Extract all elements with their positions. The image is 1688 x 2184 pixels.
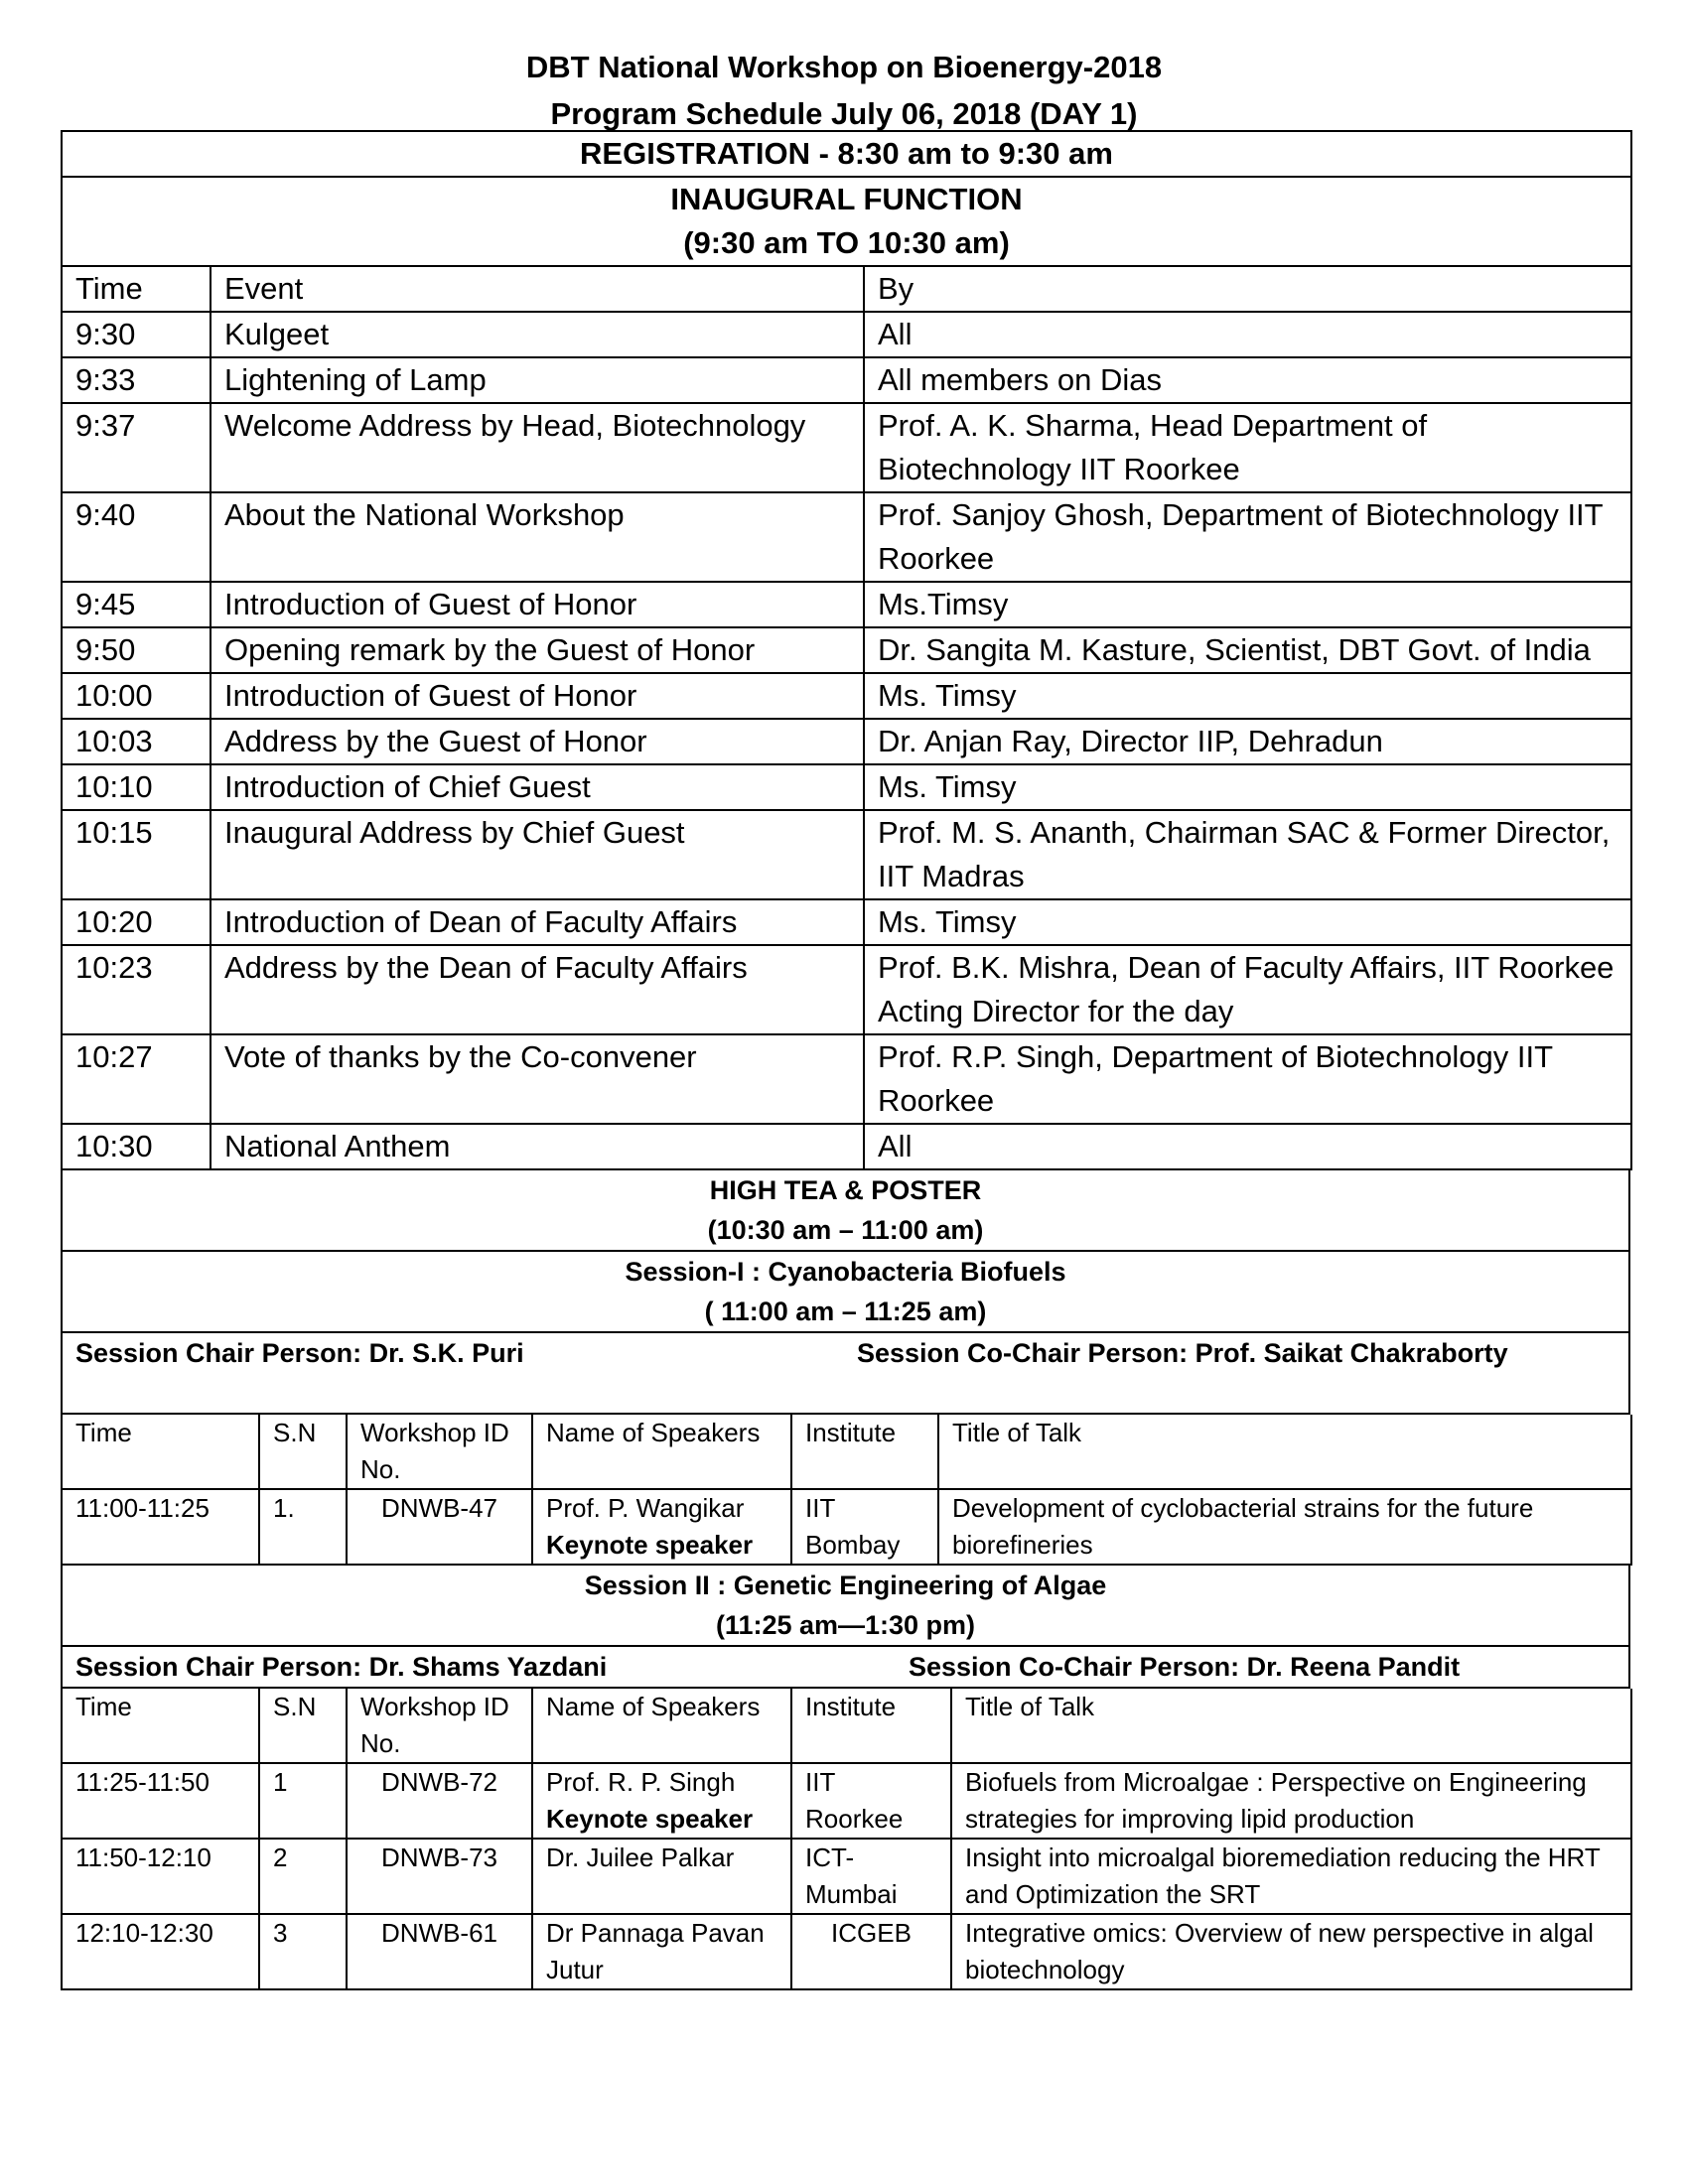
event-cell: Introduction of Chief Guest — [211, 764, 864, 810]
speaker-name: Prof. R. P. Singh — [546, 1767, 736, 1797]
column-header: Institute — [791, 1689, 951, 1763]
speaker-role: Keynote speaker — [546, 1804, 754, 1834]
inaugural-table — [61, 130, 1632, 1170]
speaker-name: Prof. P. Wangikar — [546, 1493, 745, 1523]
by-line: Dr. Sangita M. Kasture, Scientist, DBT Govt. of India — [878, 632, 1591, 667]
table-row — [62, 764, 1631, 810]
high-tea-time: (10:30 am – 11:00 am) — [707, 1215, 984, 1245]
by-cell — [864, 1034, 1631, 1124]
by-line: All — [878, 317, 913, 351]
time-cell: 10:15 — [62, 810, 211, 899]
table-row — [62, 492, 1631, 582]
time-cell: 9:45 — [62, 582, 211, 627]
sn-cell: 1 — [259, 1763, 347, 1839]
time-cell: 11:00-11:25 — [62, 1489, 259, 1565]
time-cell: 9:40 — [62, 492, 211, 582]
session2-time: (11:25 am—1:30 pm) — [715, 1610, 976, 1640]
by-cell — [864, 719, 1631, 764]
speaker-name: Dr. Juilee Palkar — [546, 1843, 735, 1872]
inaugural-time: (9:30 am TO 10:30 am) — [683, 225, 1010, 260]
by-cell — [864, 403, 1631, 492]
column-header: Time — [62, 266, 211, 312]
talk-title-cell: Biofuels from Microalgae : Perspective on Engineering strategies for improving lipid production — [951, 1763, 1631, 1839]
session1-chairs — [62, 1332, 1629, 1414]
high-tea-title: HIGH TEA & POSTER — [709, 1175, 982, 1205]
table-row — [62, 1034, 1631, 1124]
session2-header-row — [62, 1689, 1631, 1763]
event-cell: Welcome Address by Head, Biotechnology — [211, 403, 864, 492]
time-cell: 11:50-12:10 — [62, 1839, 259, 1914]
session1-title: Session-I : Cyanobacteria Biofuels — [625, 1257, 1066, 1287]
column-header: Time — [62, 1415, 259, 1489]
inaugural-title: INAUGURAL FUNCTION — [670, 182, 1023, 216]
table-row — [62, 1124, 1631, 1169]
table-row — [62, 1914, 1631, 1989]
by-line: Ms. Timsy — [878, 769, 1017, 804]
session2-table — [61, 1689, 1632, 1990]
session1-header-row — [62, 1415, 1631, 1489]
table-row — [62, 312, 1631, 357]
table-row — [62, 1489, 1631, 1565]
table-row — [62, 627, 1631, 673]
high-tea-banner — [62, 1170, 1629, 1251]
inaugural-banner — [62, 177, 1631, 266]
column-header: Workshop ID No. — [347, 1689, 532, 1763]
session2-banner — [62, 1566, 1629, 1646]
by-line: Dr. Anjan Ray, Director IIP, Dehradun — [878, 724, 1383, 758]
time-cell: 9:50 — [62, 627, 211, 673]
document-subtitle: Program Schedule July 06, 2018 (DAY 1) — [550, 96, 1138, 131]
event-cell: Inaugural Address by Chief Guest — [211, 810, 864, 899]
session1-table — [61, 1415, 1632, 1566]
table-row — [62, 403, 1631, 492]
by-cell — [864, 1124, 1631, 1169]
inaugural-header-row — [62, 266, 1631, 312]
by-line: All members on Dias — [878, 362, 1162, 397]
institute-cell: ICGEB — [791, 1914, 951, 1989]
session2-cochair: Session Co-Chair Person: Dr. Reena Pandit — [909, 1652, 1461, 1682]
sn-cell: 1. — [259, 1489, 347, 1565]
table-row — [62, 1839, 1631, 1914]
institute-cell: IIT Bombay — [791, 1489, 938, 1565]
speaker-cell — [532, 1763, 791, 1839]
event-cell: Kulgeet — [211, 312, 864, 357]
column-header: Event — [211, 266, 864, 312]
column-header: Name of Speakers — [532, 1689, 791, 1763]
event-cell: About the National Workshop — [211, 492, 864, 582]
session1-cochair: Session Co-Chair Person: Prof. Saikat Chakraborty — [857, 1338, 1508, 1368]
time-cell: 10:23 — [62, 945, 211, 1034]
speaker-cell — [532, 1489, 791, 1565]
time-cell: 10:20 — [62, 899, 211, 945]
event-cell: Introduction of Guest of Honor — [211, 673, 864, 719]
time-cell: 9:33 — [62, 357, 211, 403]
by-line: Ms. Timsy — [878, 904, 1017, 939]
table-row — [62, 673, 1631, 719]
event-cell: National Anthem — [211, 1124, 864, 1169]
document-header — [0, 44, 1688, 137]
speaker-role: Keynote speaker — [546, 1530, 754, 1560]
table-row — [62, 945, 1631, 1034]
talk-title-cell: Development of cyclobacterial strains for the future biorefineries — [938, 1489, 1631, 1565]
by-line: Ms. Timsy — [878, 678, 1017, 713]
by-line: Acting Director for the day — [878, 994, 1234, 1028]
by-line: Ms.Timsy — [878, 587, 1009, 621]
session2-title: Session II : Genetic Engineering of Algae — [584, 1570, 1107, 1600]
column-header: S.N — [259, 1689, 347, 1763]
event-cell: Introduction of Dean of Faculty Affairs — [211, 899, 864, 945]
time-cell: 11:25-11:50 — [62, 1763, 259, 1839]
sn-cell: 3 — [259, 1914, 347, 1989]
talk-title-cell: Insight into microalgal bioremediation reducing the HRT and Optimization the SRT — [951, 1839, 1631, 1914]
time-cell: 9:30 — [62, 312, 211, 357]
by-line: Prof. R.P. Singh, Department of Biotechnology IIT Roorkee — [878, 1039, 1553, 1118]
table-row — [62, 1763, 1631, 1839]
table-row — [62, 357, 1631, 403]
time-cell: 12:10-12:30 — [62, 1914, 259, 1989]
table-row — [62, 810, 1631, 899]
registration-banner: REGISTRATION - 8:30 am to 9:30 am — [62, 131, 1631, 177]
by-cell — [864, 627, 1631, 673]
column-header: Workshop ID No. — [347, 1415, 532, 1489]
by-cell — [864, 899, 1631, 945]
time-cell: 10:03 — [62, 719, 211, 764]
speaker-cell — [532, 1839, 791, 1914]
by-line: Prof. M. S. Ananth, Chairman SAC & Former Director, IIT Madras — [878, 815, 1611, 893]
session1-chair: Session Chair Person: Dr. S.K. Puri — [75, 1338, 524, 1368]
by-cell — [864, 492, 1631, 582]
workshop-id-cell: DNWB-61 — [347, 1914, 532, 1989]
event-cell: Address by the Dean of Faculty Affairs — [211, 945, 864, 1034]
event-cell: Introduction of Guest of Honor — [211, 582, 864, 627]
column-header: S.N — [259, 1415, 347, 1489]
time-cell: 10:30 — [62, 1124, 211, 1169]
document-title: DBT National Workshop on Bioenergy-2018 — [525, 50, 1163, 84]
time-cell: 10:10 — [62, 764, 211, 810]
by-line: All — [878, 1129, 913, 1163]
time-cell: 9:37 — [62, 403, 211, 492]
by-cell — [864, 312, 1631, 357]
column-header: Name of Speakers — [532, 1415, 791, 1489]
session1-bands — [61, 1170, 1630, 1415]
workshop-id-cell: DNWB-72 — [347, 1763, 532, 1839]
column-header: Title of Talk — [951, 1689, 1631, 1763]
event-cell: Vote of thanks by the Co-convener — [211, 1034, 864, 1124]
by-cell — [864, 357, 1631, 403]
session2-bands — [61, 1566, 1630, 1689]
by-line: Prof. A. K. Sharma, Head Department of Biotechnology IIT Roorkee — [878, 408, 1428, 486]
column-header: By — [864, 266, 1631, 312]
by-line: Prof. B.K. Mishra, Dean of Faculty Affairs, IIT Roorkee — [878, 950, 1615, 985]
speaker-name: Dr Pannaga Pavan Jutur — [546, 1918, 765, 1984]
by-cell — [864, 764, 1631, 810]
column-header: Title of Talk — [938, 1415, 1631, 1489]
event-cell: Opening remark by the Guest of Honor — [211, 627, 864, 673]
session2-chair: Session Chair Person: Dr. Shams Yazdani — [75, 1652, 608, 1682]
table-row — [62, 899, 1631, 945]
event-cell: Lightening of Lamp — [211, 357, 864, 403]
time-cell: 10:27 — [62, 1034, 211, 1124]
session2-chairs — [62, 1646, 1629, 1688]
institute-cell: ICT-Mumbai — [791, 1839, 951, 1914]
column-header: Institute — [791, 1415, 938, 1489]
session1-banner — [62, 1251, 1629, 1332]
table-row — [62, 582, 1631, 627]
institute-cell: IIT Roorkee — [791, 1763, 951, 1839]
by-line: Prof. Sanjoy Ghosh, Department of Biotechnology IIT Roorkee — [878, 497, 1604, 576]
schedule — [61, 130, 1630, 1990]
column-header: Time — [62, 1689, 259, 1763]
by-cell — [864, 810, 1631, 899]
by-cell — [864, 945, 1631, 1034]
speaker-cell — [532, 1914, 791, 1989]
table-row — [62, 719, 1631, 764]
workshop-id-cell: DNWB-47 — [347, 1489, 532, 1565]
workshop-id-cell: DNWB-73 — [347, 1839, 532, 1914]
by-cell — [864, 673, 1631, 719]
sn-cell: 2 — [259, 1839, 347, 1914]
talk-title-cell: Integrative omics: Overview of new perspective in algal biotechnology — [951, 1914, 1631, 1989]
by-cell — [864, 582, 1631, 627]
session1-time: ( 11:00 am – 11:25 am) — [704, 1297, 987, 1326]
time-cell: 10:00 — [62, 673, 211, 719]
event-cell: Address by the Guest of Honor — [211, 719, 864, 764]
